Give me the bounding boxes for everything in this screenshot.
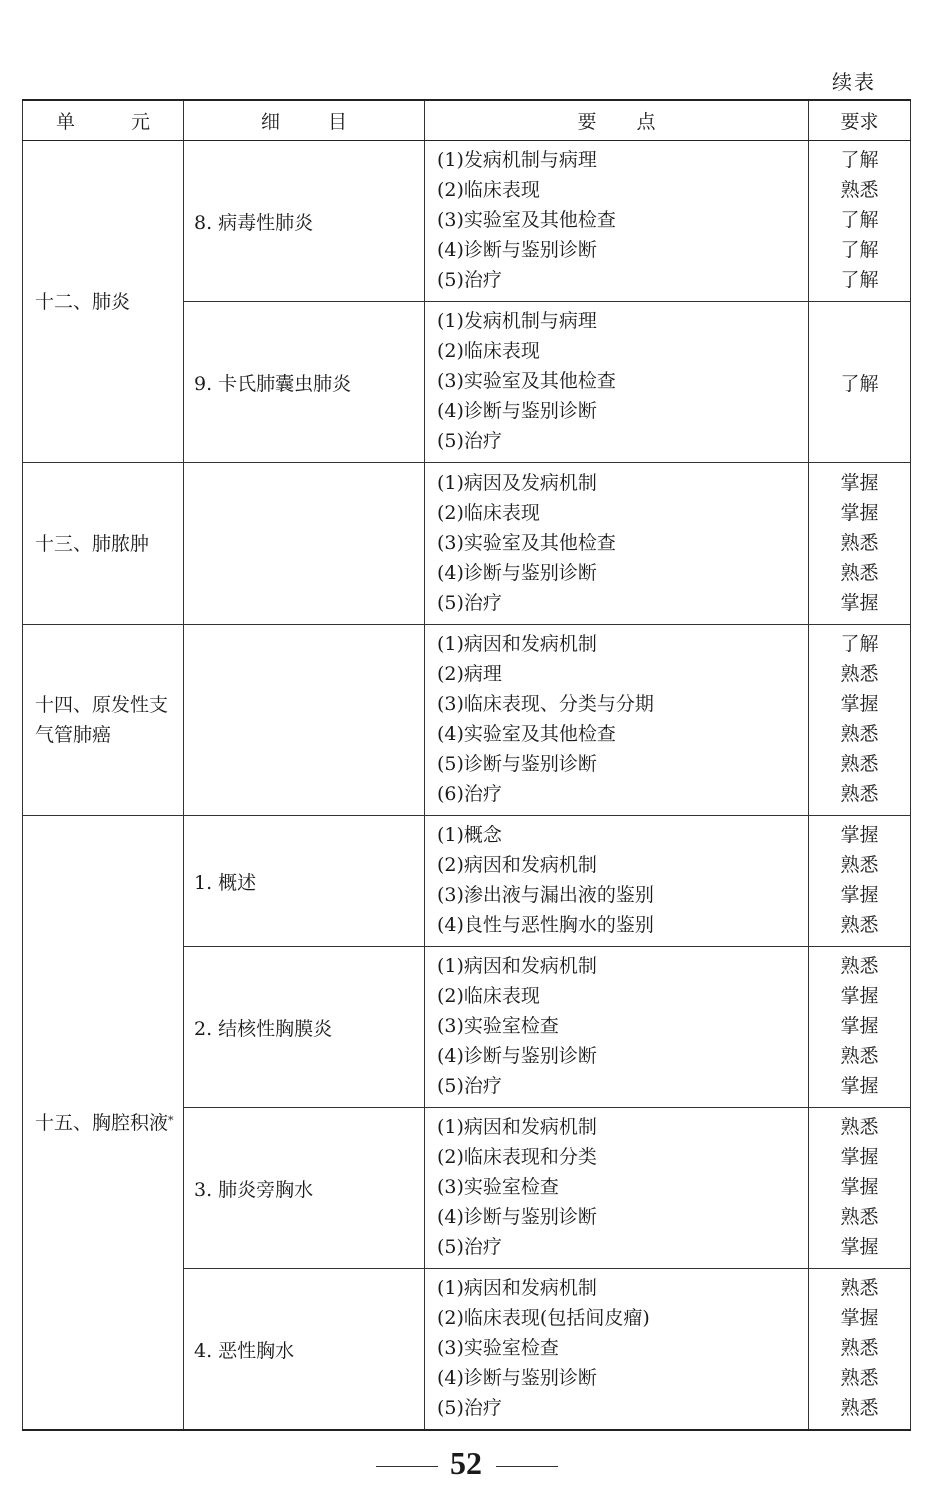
page-number: 52	[450, 1445, 482, 1481]
subitem-title: 8. 病毒性肺炎	[184, 141, 425, 302]
unit-name: 十三、肺脓肿	[35, 532, 150, 555]
requirement-cell	[809, 816, 911, 947]
requirement-value: 掌握	[840, 693, 879, 715]
point-line: (1)病因和发病机制	[437, 955, 597, 977]
subitem-title: 2. 结核性胸膜炎	[184, 947, 425, 1108]
point-line: (2)临床表现和分类	[437, 1146, 597, 1168]
point-line: (3)实验室检查	[437, 1176, 559, 1198]
requirement-value: 熟悉	[840, 1277, 879, 1299]
requirement-value: 熟悉	[840, 531, 879, 554]
header-requirement: 要求	[809, 100, 911, 141]
point-line: (4)诊断与鉴别诊断	[437, 561, 597, 584]
requirement-cell	[809, 1108, 911, 1269]
requirement-value: 熟悉	[840, 1337, 879, 1359]
requirement-cell	[809, 947, 911, 1108]
requirement-value: 熟悉	[840, 723, 879, 745]
subitem-title: 3. 肺炎旁胸水	[184, 1108, 425, 1269]
point-line: (2)病理	[437, 663, 502, 685]
header-row	[23, 100, 911, 141]
point-line: (3)实验室及其他检查	[437, 209, 616, 231]
unit-cell	[23, 625, 184, 816]
point-line: (3)渗出液与漏出液的鉴别	[437, 884, 654, 906]
header-unit-char: 元	[131, 111, 151, 133]
point-line: (1)病因和发病机制	[437, 1116, 597, 1138]
requirement-value: 熟悉	[840, 561, 879, 584]
unit-name-line: 十四、原发性支	[35, 694, 169, 716]
requirement-value: 熟悉	[840, 955, 879, 977]
points-cell	[425, 302, 809, 463]
requirement-value: 掌握	[840, 884, 879, 906]
point-line: (4)诊断与鉴别诊断	[437, 239, 597, 261]
requirement-value: 掌握	[840, 824, 879, 846]
requirement-value: 熟悉	[840, 663, 879, 685]
point-line: (2)临床表现(包括间皮瘤)	[437, 1307, 650, 1329]
point-line: (1)发病机制与病理	[437, 149, 597, 171]
point-line: (1)病因和发病机制	[437, 1277, 597, 1299]
requirement-value: 熟悉	[840, 1206, 879, 1228]
point-line: (5)治疗	[437, 1236, 502, 1258]
requirement-value: 掌握	[840, 1015, 879, 1037]
requirement-value: 熟悉	[840, 854, 879, 876]
points-cell	[425, 1269, 809, 1431]
footer-rule-right	[496, 1466, 558, 1467]
requirement-value: 了解	[840, 239, 879, 261]
footer-rule-left	[376, 1466, 438, 1467]
point-line: (4)良性与恶性胸水的鉴别	[437, 914, 654, 936]
unit-name: 十二、肺炎	[35, 290, 131, 313]
point-line: (5)治疗	[437, 591, 502, 614]
header-unit	[23, 100, 184, 141]
requirement-value: 了解	[840, 633, 879, 655]
subitem-title	[184, 463, 425, 625]
point-line: (5)治疗	[437, 269, 502, 291]
requirement-cell	[809, 141, 911, 302]
requirement-value: 掌握	[840, 1307, 879, 1329]
point-line: (5)治疗	[437, 1397, 502, 1419]
point-line: (4)实验室及其他检查	[437, 723, 616, 745]
requirement-value: 掌握	[840, 1236, 879, 1258]
requirement-value: 熟悉	[840, 1367, 879, 1389]
requirement-value: 熟悉	[840, 1116, 879, 1138]
unit-cell	[23, 463, 184, 625]
syllabus-table	[22, 99, 911, 1431]
unit-footnote-mark: *	[168, 1113, 174, 1127]
requirement-value: 掌握	[840, 1075, 879, 1097]
header-points-char: 要	[577, 111, 597, 133]
point-line: (3)实验室检查	[437, 1015, 559, 1037]
points-cell	[425, 463, 809, 625]
header-item	[184, 100, 425, 141]
point-line: (4)诊断与鉴别诊断	[437, 1045, 597, 1067]
point-line: (5)诊断与鉴别诊断	[437, 753, 597, 775]
requirement-value: 熟悉	[840, 753, 879, 775]
point-line: (2)临床表现	[437, 501, 540, 524]
point-line: (2)病因和发病机制	[437, 854, 597, 876]
requirement-cell	[809, 1269, 911, 1431]
header-item-char: 目	[328, 111, 348, 133]
requirement-value: 掌握	[840, 471, 879, 494]
points-cell	[425, 947, 809, 1108]
points-cell	[425, 816, 809, 947]
subitem-title	[184, 625, 425, 816]
point-line: (5)治疗	[437, 1075, 502, 1097]
point-line: (3)临床表现、分类与分期	[437, 693, 654, 715]
requirement-value: 掌握	[840, 985, 879, 1007]
header-unit-char: 单	[55, 111, 75, 133]
points-cell	[425, 625, 809, 816]
unit-cell	[23, 816, 184, 1431]
subitem-title: 4. 恶性胸水	[184, 1269, 425, 1431]
table-row	[23, 625, 911, 816]
point-line: (4)诊断与鉴别诊断	[437, 1206, 597, 1228]
header-points	[425, 100, 809, 141]
requirement-value: 掌握	[840, 1176, 879, 1198]
unit-name-line: 气管肺癌	[35, 724, 112, 746]
point-line: (1)病因及发病机制	[437, 471, 597, 494]
point-line: (2)临床表现	[437, 985, 540, 1007]
requirement-value: 掌握	[840, 501, 879, 524]
requirement-value: 了解	[840, 149, 879, 171]
point-line: (3)实验室检查	[437, 1337, 559, 1359]
point-line: (3)实验室及其他检查	[437, 370, 616, 392]
point-line: (5)治疗	[437, 430, 502, 452]
header-item-char: 细	[260, 111, 280, 133]
point-line: (4)诊断与鉴别诊断	[437, 1367, 597, 1389]
requirement-value: 了解	[840, 372, 879, 395]
points-cell	[425, 1108, 809, 1269]
header-points-char: 点	[636, 111, 656, 133]
requirement-value: 了解	[840, 209, 879, 231]
requirement-value: 熟悉	[840, 1045, 879, 1067]
unit-cell	[23, 141, 184, 463]
requirement-value: 熟悉	[840, 914, 879, 936]
point-line: (3)实验室及其他检查	[437, 531, 616, 554]
table-row	[23, 816, 911, 947]
requirement-cell	[809, 625, 911, 816]
requirement-value: 了解	[840, 269, 879, 291]
point-line: (1)病因和发病机制	[437, 633, 597, 655]
subitem-title: 9. 卡氏肺囊虫肺炎	[184, 302, 425, 463]
requirement-value: 掌握	[840, 591, 879, 614]
requirement-cell	[809, 463, 911, 625]
point-line: (2)临床表现	[437, 179, 540, 201]
point-line: (6)治疗	[437, 783, 502, 805]
points-cell	[425, 141, 809, 302]
requirement-value: 熟悉	[840, 179, 879, 201]
requirement-value: 掌握	[840, 1146, 879, 1168]
table-row	[23, 463, 911, 625]
requirement-value: 熟悉	[840, 783, 879, 805]
point-line: (1)发病机制与病理	[437, 310, 597, 332]
unit-name: 十五、胸腔积液	[35, 1111, 169, 1134]
subitem-title: 1. 概述	[184, 816, 425, 947]
continuation-label: 续表	[832, 70, 876, 94]
point-line: (2)临床表现	[437, 340, 540, 362]
requirement-value: 熟悉	[840, 1397, 879, 1419]
requirement-cell	[809, 302, 911, 463]
point-line: (1)概念	[437, 824, 502, 846]
point-line: (4)诊断与鉴别诊断	[437, 400, 597, 422]
table-row	[23, 141, 911, 302]
